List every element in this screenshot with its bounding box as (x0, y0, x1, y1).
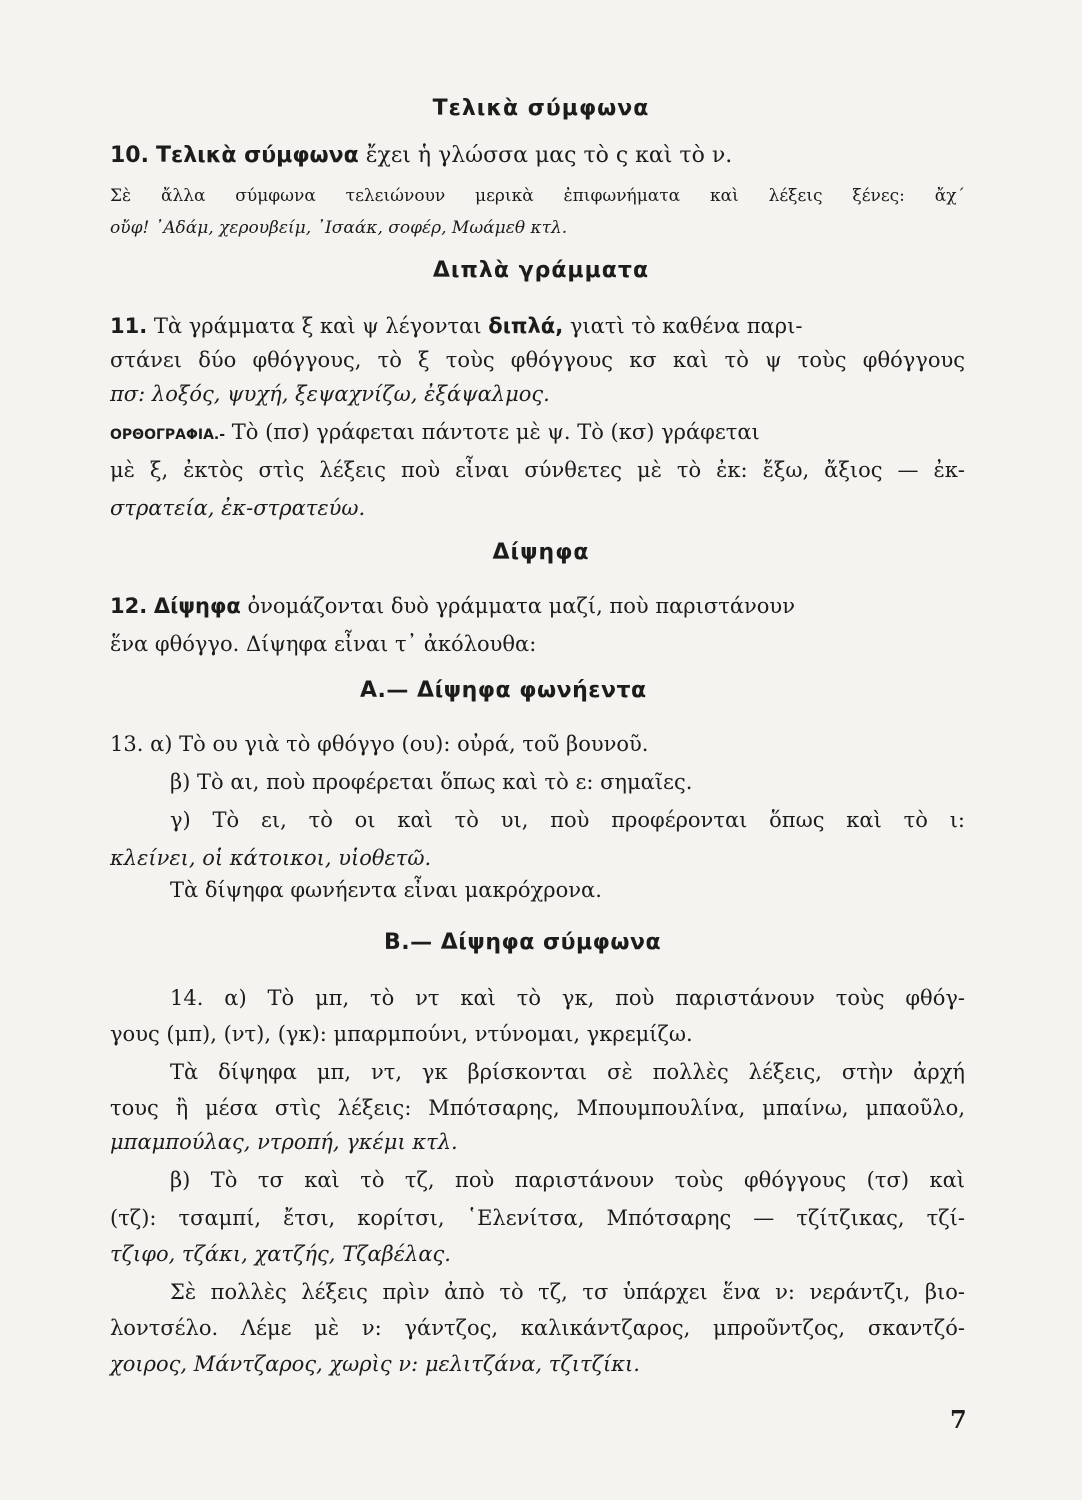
paragraph-10-line-1 (110, 142, 965, 170)
paragraph-heading: Τελικὰ σύμφωνα (155, 143, 359, 168)
paragraph-number: 10. (110, 143, 149, 168)
paragraph-14-line-7: (τζ): τσαμπί, ἔτσι, κορίτσι, ῾Ελενίτσα, Μπότσαρης — τζίτζικας, τζί- (110, 1206, 965, 1230)
paragraph-text: Τὰ γράμματα ξ καὶ ψ λέγονται (153, 314, 482, 338)
paragraph-12-line-1 (110, 592, 965, 620)
paragraph-11-line-1 (110, 312, 965, 340)
paragraph-14-line-10: λοντσέλο. Λέμε μὲ ν: γάντζος, καλικάντζαρος, μπροῦντζος, σκαντζό- (110, 1316, 965, 1340)
paragraph-12-line-2: ἕνα φθόγγο. Δίψηφα εἶναι τ᾽ ἀκόλουθα: (110, 632, 537, 656)
paragraph-14-line-9: Σὲ πολλὲς λέξεις πρὶν ἀπὸ τὸ τζ, τσ ὑπάρχει ἕνα ν: νεράντζι, βιο- (170, 1280, 965, 1304)
orthography-label: ΟΡΘΟΓΡΑΦΙΑ.- (110, 427, 226, 443)
paragraph-11-line-3: πσ: λοξός, ψυχή, ξεψαχνίζω, ἐξάψαλμος. (110, 382, 550, 406)
paragraph-text: γιατὶ τὸ καθένα παρι- (569, 314, 803, 338)
orthography-line-1 (110, 418, 965, 449)
paragraph-keyword: διπλά, (488, 314, 564, 338)
paragraph-14-line-2: γους (μπ), (ντ), (γκ): μπαρμπούνι, ντύνομαι, γκρεμίζω. (110, 1022, 693, 1046)
paragraph-14-line-11: χοιρος, Μάντζαρος, χωρὶς ν: μελιτζάνα, τζιτζίκι. (110, 1352, 640, 1376)
paragraph-13-line-1: 13. α) Τὸ ου γιὰ τὸ φθόγγο (ου): οὐρά, τοῦ βουνοῦ. (110, 732, 649, 756)
orthography-line-2: μὲ ξ, ἐκτὸς στὶς λέξεις ποὺ εἶναι σύνθετες μὲ τὸ ἐκ: ἔξω, ἄξιος — ἐκ- (110, 458, 965, 482)
paragraph-14-line-8: τζιφο, τζάκι, χατζής, Τζαβέλας. (110, 1242, 451, 1266)
section-title-final-consonants: Τελικὰ σύμφωνα (432, 96, 650, 121)
paragraph-10-line-2: Σὲ ἄλλα σύμφωνα τελειώνουν μερικὰ ἐπιφωνήματα καὶ λέξεις ξένες: ἄχ΄ (110, 186, 965, 206)
paragraph-14-line-6: β) Τὸ τσ καὶ τὸ τζ, ποὺ παριστάνουν τοὺς φθόγγους (τσ) καὶ (170, 1168, 965, 1192)
paragraph-14-line-3: Τὰ δίψηφα μπ, ντ, γκ βρίσκονται σὲ πολλὲς λέξεις, στὴν ἀρχή (170, 1060, 965, 1084)
paragraph-11-line-2: στάνει δύο φθόγγους, τὸ ξ τοὺς φθόγγους κσ καὶ τὸ ψ τοὺς φθόγγους (110, 348, 965, 372)
section-title-double-letters: Διπλὰ γράμματα (432, 258, 650, 283)
orthography-text: Τὸ (πσ) γράφεται πάντοτε μὲ ψ. Τὸ (κσ) γράφεται (231, 420, 760, 444)
paragraph-10-line-3: οὔφ! ᾽Αδάμ, χερουβείμ, ᾽Ισαάκ, σοφέρ, Μωάμεθ κτλ. (110, 218, 568, 238)
paragraph-14-line-1: 14. α) Τὸ μπ, τὸ ντ καὶ τὸ γκ, ποὺ παριστάνουν τοὺς φθόγ- (170, 986, 965, 1010)
orthography-line-3: στρατεία, ἐκ-στρατεύω. (110, 496, 366, 520)
paragraph-13-line-3: γ) Τὸ ει, τὸ οι καὶ τὸ υι, ποὺ προφέρονται ὅπως καὶ τὸ ι: (170, 808, 965, 832)
subsection-title-vowel-digraphs: Α.— Δίψηφα φωνήεντα (360, 678, 647, 703)
paragraph-number: 12. (110, 594, 148, 618)
paragraph-14-line-4: τους ἢ μέσα στὶς λέξεις: Μπότσαρης, Μπουμπουλίνα, μπαίνω, μπαοῦλο, (110, 1096, 965, 1120)
paragraph-text: ὀνομάζονται δυὸ γράμματα μαζί, ποὺ παριστάνουν (247, 594, 795, 618)
paragraph-number: 11. (110, 314, 148, 338)
section-title-digraphs: Δίψηφα (492, 540, 590, 565)
page-number: 7 (950, 1405, 967, 1434)
paragraph-13-line-2: β) Τὸ αι, ποὺ προφέρεται ὅπως καὶ τὸ ε: σημαῖες. (170, 770, 693, 794)
paragraph-text: ἔχει ἡ γλώσσα μας τὸ ς καὶ τὸ ν. (365, 143, 733, 168)
paragraph-14-line-5: μπαμπούλας, ντροπή, γκέμι κτλ. (110, 1130, 458, 1154)
paragraph-13-line-4: κλείνει, οἱ κάτοικοι, υἱοθετῶ. (110, 846, 432, 870)
paragraph-heading: Δίψηφα (153, 594, 241, 618)
subsection-title-consonant-digraphs: Β.— Δίψηφα σύμφωνα (384, 930, 662, 955)
paragraph-13-line-5: Τὰ δίψηφα φωνήεντα εἶναι μακρόχρονα. (170, 878, 602, 902)
